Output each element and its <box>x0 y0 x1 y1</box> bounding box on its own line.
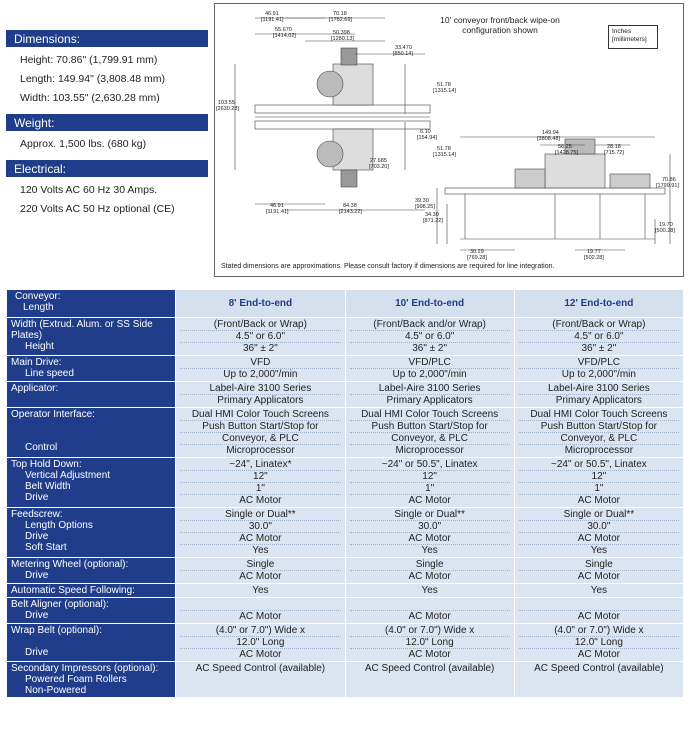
side-view-cabinet <box>545 154 605 188</box>
value-cell <box>176 458 345 508</box>
value-line: Conveyor, & PLC <box>180 433 340 445</box>
dim-715-72: [715.72] <box>604 150 624 156</box>
row-label-cell <box>7 458 176 508</box>
row-label: Vertical Adjustment <box>25 470 111 481</box>
row-label: Line speed <box>25 368 74 379</box>
value-line: Yes <box>590 545 608 556</box>
row-label: Non-Powered <box>25 685 87 696</box>
value-cell <box>345 458 514 508</box>
table-row <box>7 458 684 508</box>
value-line: Microprocessor <box>226 445 295 456</box>
dim-30-29: 30.29 <box>470 249 484 255</box>
value-line: AC Motor <box>577 495 620 506</box>
value-cell <box>514 558 683 584</box>
table-row <box>7 408 684 458</box>
units-box: Inches [millimeters] <box>608 25 658 49</box>
value-line: Push Button Start/Stop for <box>519 421 679 433</box>
row-label-cell <box>7 318 176 356</box>
row-label: Soft Start <box>25 542 67 553</box>
dim-51-78-b: 51.78 <box>437 146 451 152</box>
dim-46-91: 46.91 <box>265 11 279 17</box>
value-cell <box>514 598 683 624</box>
technical-drawing <box>214 3 684 277</box>
value-line: AC Motor <box>577 649 620 660</box>
value-line: Label-Aire 3100 Series <box>519 383 679 395</box>
value-line: Yes <box>252 545 269 556</box>
dim-6-10: 6.10 <box>420 129 431 135</box>
value-line: ~24" or 50.5", Linatex <box>519 459 679 471</box>
dim-1414-02: [1414.02] <box>273 33 296 39</box>
value-cell <box>514 318 683 356</box>
row-label: Drive <box>25 531 49 542</box>
value-cell <box>345 598 514 624</box>
value-cell <box>345 558 514 584</box>
dim-1428-75: [1428.75] <box>555 150 578 156</box>
value-line: (4.0" or 7.0") Wide x <box>350 625 510 637</box>
value-line: Yes <box>590 585 608 596</box>
value-line: 30.0" <box>350 521 510 533</box>
value-line: AC Motor <box>408 495 451 506</box>
row-label-cell <box>7 382 176 408</box>
table-row <box>7 508 684 558</box>
dim-769-28: [769.28] <box>467 255 487 261</box>
row-label: Drive <box>25 647 49 658</box>
row-label: Belt Width <box>25 481 71 492</box>
value-line: Single or Dual** <box>519 509 679 521</box>
value-line: AC Motor <box>408 571 451 582</box>
value-line: 12" <box>180 471 340 483</box>
value-line: AC Motor <box>519 533 679 545</box>
dim-1799-91: [1799.91] <box>656 183 679 189</box>
drawing-footnote: Stated dimensions are approximations. Please consult factory if dimensions are required for line integration. <box>221 263 555 270</box>
dim-1315-14-b: [1315.14] <box>433 152 456 158</box>
value-line: 4.5" or 6.0" <box>350 331 510 343</box>
dim-1280-13: [1280.13] <box>331 36 354 42</box>
value-line: Push Button Start/Stop for <box>350 421 510 433</box>
row-label: Feedscrew: <box>11 509 63 520</box>
value-line: Primary Applicators <box>386 395 473 406</box>
value-line: Up to 2,000"/min <box>223 369 298 380</box>
dim-703-20: [703.20] <box>369 164 389 170</box>
dim-154-94: [154.94] <box>417 135 437 141</box>
row-label: Wrap Belt (optional): <box>11 625 102 636</box>
value-line: Dual HMI Color Touch Screens <box>519 409 679 421</box>
row-label: Operator Interface: <box>11 409 95 420</box>
value-line: Dual HMI Color Touch Screens <box>350 409 510 421</box>
dim-55-670: 55.670 <box>275 27 292 33</box>
value-cell <box>514 662 683 698</box>
value-line: AC Motor <box>408 649 451 660</box>
dim-500-28: [500.28] <box>655 228 675 234</box>
value-cell <box>176 598 345 624</box>
value-line: Yes <box>252 585 269 596</box>
value-line: Single <box>350 559 510 571</box>
dim-70-18: 70.18 <box>333 11 347 17</box>
value-line: Up to 2,000"/min <box>561 369 636 380</box>
row-label: Applicator: <box>11 383 59 394</box>
row-label <box>11 636 171 647</box>
value-cell <box>514 382 683 408</box>
value-cell <box>514 584 683 598</box>
dim-56-25: 56.25 <box>558 144 572 150</box>
row-label <box>11 420 171 431</box>
value-line: AC Speed Control (available) <box>364 663 495 674</box>
dim-51-78-a: 51.78 <box>437 82 451 88</box>
value-line: 1" <box>180 483 340 495</box>
value-line: Yes <box>421 545 438 556</box>
column-header-8ft: 8' End-to-end <box>176 290 345 318</box>
row-label: Width (Extrud. Alum. or SS Side Plates) <box>11 319 153 341</box>
table-row <box>7 558 684 584</box>
dim-19-70: 19.70 <box>659 222 673 228</box>
row-label: Drive <box>25 570 49 581</box>
value-line: Up to 2,000"/min <box>392 369 467 380</box>
dimensions-section <box>6 30 208 108</box>
value-line: 1" <box>350 483 510 495</box>
dim-39-30: 39.30 <box>415 198 429 204</box>
value-line: Dual HMI Color Touch Screens <box>180 409 340 421</box>
row-label-cell <box>7 408 176 458</box>
value-line: 4.5" or 6.0" <box>519 331 679 343</box>
row-label: Automatic Speed Following: <box>11 585 135 596</box>
dimension-length: Length: 149.94" (3,808.48 mm) <box>20 73 165 85</box>
value-line: AC Motor <box>180 533 340 545</box>
value-line: 30.0" <box>519 521 679 533</box>
value-line: Single or Dual** <box>350 509 510 521</box>
value-cell <box>345 662 514 698</box>
row-label: Drive <box>25 610 49 621</box>
value-cell <box>176 318 345 356</box>
value-line: (Front/Back and/or Wrap) <box>350 319 510 331</box>
conveyor-label: Conveyor: <box>15 291 61 302</box>
electrical-header: Electrical: <box>6 160 208 177</box>
value-line: AC Motor <box>239 611 282 622</box>
value-line: Conveyor, & PLC <box>350 433 510 445</box>
table-body <box>7 318 684 698</box>
column-header-12ft: 12' End-to-end <box>514 290 683 318</box>
row-label-cell <box>7 598 176 624</box>
value-line: Conveyor, & PLC <box>519 433 679 445</box>
dim-1191-41-b: [1191.41] <box>266 209 289 215</box>
table-corner-cell <box>7 290 176 318</box>
value-line: AC Motor <box>350 533 510 545</box>
value-line: 1" <box>519 483 679 495</box>
value-line: ~24", Linatex* <box>180 459 340 471</box>
value-line: 12.0" Long <box>519 637 679 649</box>
top-view-conveyor <box>255 105 430 113</box>
value-line: 36" ± 2" <box>581 343 617 354</box>
value-line <box>180 599 340 611</box>
dim-46-91-b: 46.91 <box>270 203 284 209</box>
row-label: Belt Aligner (optional): <box>11 599 109 610</box>
table-header-row <box>7 290 684 318</box>
dimensions-header: Dimensions: <box>6 30 208 47</box>
row-label-cell <box>7 624 176 662</box>
dim-2630-28: [2630.28] <box>216 106 239 112</box>
row-label: Metering Wheel (optional): <box>11 559 129 570</box>
value-cell <box>176 408 345 458</box>
value-line: Push Button Start/Stop for <box>180 421 340 433</box>
dim-3808-48: [3808.48] <box>537 136 560 142</box>
row-label: Control <box>25 442 58 453</box>
row-label-cell <box>7 584 176 598</box>
table-row <box>7 662 684 698</box>
dim-2143-22: [2143.22] <box>339 209 362 215</box>
weight-value: Approx. 1,500 lbs. (680 kg) <box>20 138 147 150</box>
row-label: Height <box>25 341 54 352</box>
value-cell <box>345 318 514 356</box>
value-line: 36" ± 2" <box>412 343 448 354</box>
value-line: (4.0" or 7.0") Wide x <box>180 625 340 637</box>
row-label-cell <box>7 662 176 698</box>
value-cell <box>176 356 345 382</box>
value-line: Single or Dual** <box>180 509 340 521</box>
value-line: Microprocessor <box>395 445 464 456</box>
row-label: Main Drive: <box>11 357 62 368</box>
electrical-line-2: 220 Volts AC 50 Hz optional (CE) <box>20 203 175 215</box>
dim-850-14: [850.14] <box>393 51 413 57</box>
spec-panel <box>6 30 208 225</box>
dim-149-94: 149.94 <box>542 130 559 136</box>
value-line: AC Speed Control (available) <box>195 663 326 674</box>
value-cell <box>345 356 514 382</box>
value-line: 36" ± 2" <box>242 343 278 354</box>
dim-103-55: 103.55 <box>218 100 235 106</box>
dim-1782-69: [1782.69] <box>329 17 352 23</box>
value-cell <box>176 584 345 598</box>
row-label <box>11 431 171 442</box>
value-line: ~24" or 50.5", Linatex <box>350 459 510 471</box>
value-line: 12" <box>519 471 679 483</box>
dim-502-28: [502.28] <box>584 255 604 261</box>
value-cell <box>176 662 345 698</box>
row-label-cell <box>7 508 176 558</box>
value-cell <box>345 408 514 458</box>
value-line: Label-Aire 3100 Series <box>180 383 340 395</box>
dim-27-685: 27.685 <box>370 158 387 164</box>
row-label-cell <box>7 558 176 584</box>
value-line: VFD/PLC <box>350 357 510 369</box>
table-row <box>7 584 684 598</box>
dimension-height: Height: 70.86" (1,799.91 mm) <box>20 54 158 66</box>
value-cell <box>176 382 345 408</box>
value-cell <box>514 458 683 508</box>
dim-34-30: 34.30 <box>425 212 439 218</box>
value-line <box>519 599 679 611</box>
value-line: VFD <box>180 357 340 369</box>
value-cell <box>514 408 683 458</box>
value-line: AC Motor <box>239 495 282 506</box>
dim-33-470: 33.470 <box>395 45 412 51</box>
dimension-width: Width: 103.55" (2,630.28 mm) <box>20 92 160 104</box>
spec-table <box>6 289 684 698</box>
electrical-section <box>6 160 208 219</box>
value-line: AC Motor <box>577 611 620 622</box>
value-line: Label-Aire 3100 Series <box>350 383 510 395</box>
table-row <box>7 598 684 624</box>
value-cell <box>345 624 514 662</box>
value-line: Yes <box>421 585 438 596</box>
dim-70-86: 70.86 <box>662 177 676 183</box>
dim-998-25: [998.25] <box>415 204 435 210</box>
value-line: 30.0" <box>180 521 340 533</box>
table-row <box>7 318 684 356</box>
value-line: AC Motor <box>239 649 282 660</box>
value-line: VFD/PLC <box>519 357 679 369</box>
value-line: Microprocessor <box>564 445 634 456</box>
value-cell <box>345 508 514 558</box>
value-line: (Front/Back or Wrap) <box>519 319 679 331</box>
value-line: AC Motor <box>577 571 620 582</box>
value-cell <box>176 558 345 584</box>
weight-header: Weight: <box>6 114 208 131</box>
row-label-cell <box>7 356 176 382</box>
row-label: Drive <box>25 492 49 503</box>
value-line: AC Speed Control (available) <box>534 663 664 674</box>
dim-871-22: [871.22] <box>423 218 443 224</box>
value-cell <box>176 624 345 662</box>
value-line: 12.0" Long <box>180 637 340 649</box>
value-cell <box>345 584 514 598</box>
value-line: AC Motor <box>408 611 451 622</box>
dim-1191-41: [1191.41] <box>261 17 284 23</box>
row-label: Top Hold Down: <box>11 459 82 470</box>
value-line: AC Motor <box>239 571 282 582</box>
value-cell <box>176 508 345 558</box>
row-label: Secondary Impressors (optional): <box>11 663 159 674</box>
table-row <box>7 356 684 382</box>
value-line: Primary Applicators <box>555 395 642 406</box>
value-line: Single <box>519 559 679 571</box>
value-line: 12.0" Long <box>350 637 510 649</box>
electrical-line-1: 120 Volts AC 60 Hz 30 Amps. <box>20 184 158 196</box>
value-line <box>350 599 510 611</box>
row-label: Length Options <box>25 520 93 531</box>
row-label: Powered Foam Rollers <box>25 674 127 685</box>
value-cell <box>514 508 683 558</box>
dim-84-38: 84.38 <box>343 203 357 209</box>
weight-section <box>6 114 208 154</box>
table-row <box>7 624 684 662</box>
table-row <box>7 382 684 408</box>
value-cell <box>514 624 683 662</box>
length-label: Length <box>23 302 54 313</box>
side-view-conveyor <box>445 188 665 194</box>
value-cell <box>345 382 514 408</box>
value-line: (Front/Back or Wrap) <box>180 319 340 331</box>
dim-19-77: 19.77 <box>587 249 601 255</box>
dim-1315-14-a: [1315.14] <box>433 88 456 94</box>
dim-28-18: 28.18 <box>607 144 621 150</box>
value-line: 12" <box>350 471 510 483</box>
value-cell <box>514 356 683 382</box>
drawing-caption: 10' conveyor front/back wipe-on configuration shown <box>440 15 560 35</box>
value-line: 4.5" or 6.0" <box>180 331 340 343</box>
dim-50-398: 50.398 <box>333 30 350 36</box>
column-header-10ft: 10' End-to-end <box>345 290 514 318</box>
value-line: (4.0" or 7.0") Wide x <box>519 625 679 637</box>
value-line: Single <box>180 559 340 571</box>
value-line: Primary Applicators <box>217 395 304 406</box>
